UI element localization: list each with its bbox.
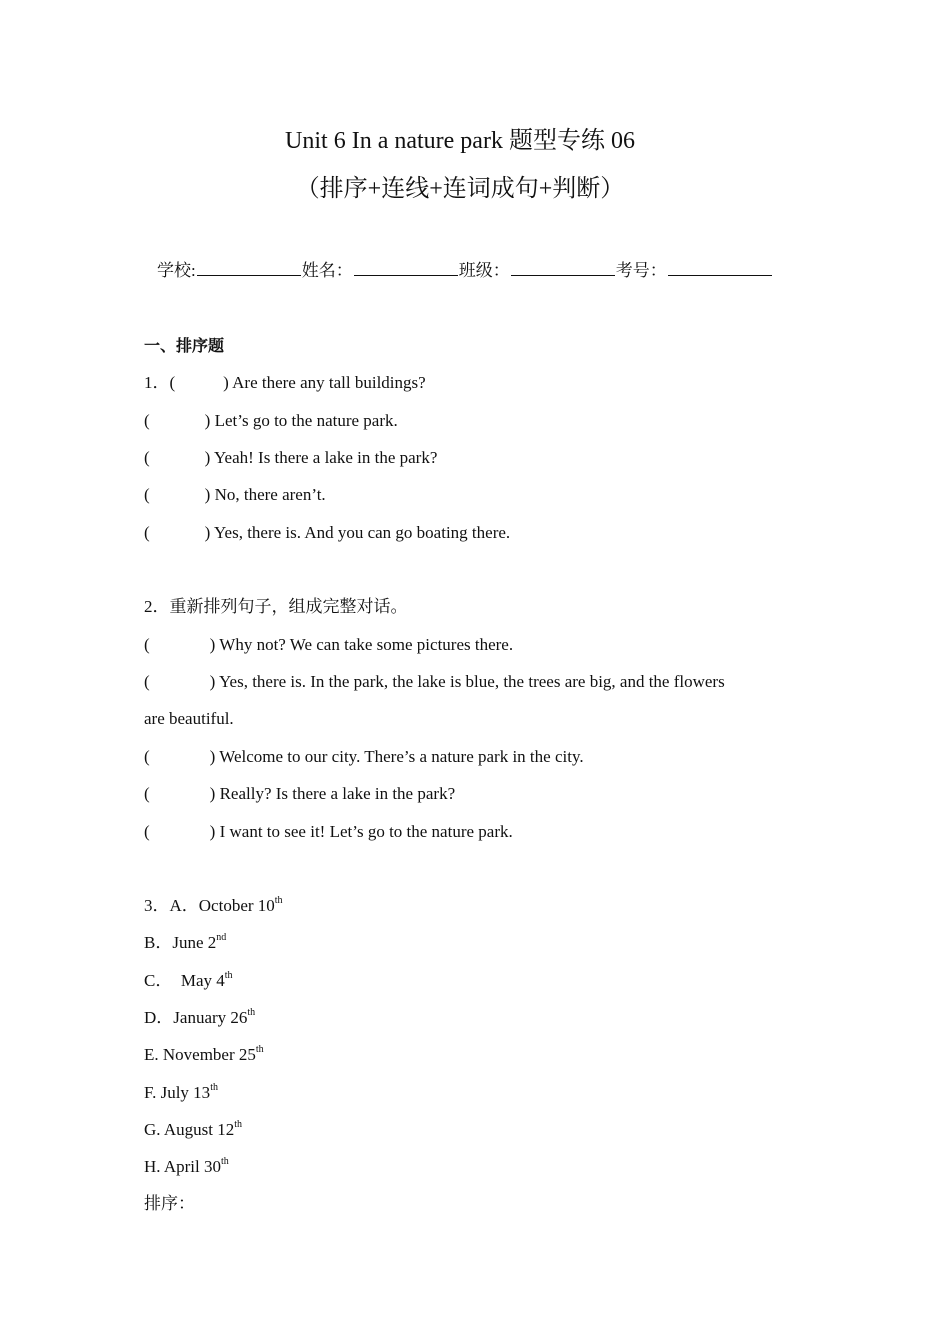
q3-item-h: [144, 1155, 229, 1179]
class-blank[interactable]: [511, 258, 615, 276]
q2-sentence: ) Really? Is there a lake in the park?: [209, 784, 456, 803]
date-item: F. July 13: [144, 1083, 211, 1102]
q3-item-f: [144, 1081, 218, 1105]
name-blank[interactable]: [354, 258, 458, 276]
name-label: 姓名：: [301, 261, 353, 280]
q1-line-5: ( ) Yes, there is. And you can go boating there.: [144, 523, 511, 542]
q1-sentence: ) Are there any tall buildings?: [223, 373, 426, 392]
q1-line-1: [144, 371, 426, 395]
q2-continuation: are beautiful.: [144, 709, 234, 728]
ordinal-suffix: th: [234, 1119, 242, 1130]
ordinal-suffix: th: [255, 1044, 264, 1055]
student-info-row: [157, 258, 773, 283]
q3-item-c: [144, 969, 233, 993]
q1-sentence: ) No, there aren’t.: [204, 485, 326, 504]
ordinal-suffix: th: [247, 1007, 256, 1018]
q1-number: 1．(: [144, 373, 176, 392]
q3-item-e: [144, 1043, 264, 1067]
date-item: B．June 2: [144, 933, 217, 952]
q2-sentence: ) Yes, there is. In the park, the lake is blue, the trees are big, and the flowers: [209, 672, 725, 691]
q2-line-3: ( ) Welcome to our city. There’s a nature park in the city.: [144, 747, 584, 766]
date-item: E. November 25: [144, 1045, 256, 1064]
date-item: H. April 30: [144, 1157, 221, 1176]
q2-line-1: ( ) Why not? We can take some pictures there.: [144, 635, 514, 654]
ordinal-suffix: nd: [216, 932, 227, 943]
date-item: A．October 10: [169, 896, 275, 915]
page-title: Unit 6 In a nature park 题型专练 06: [285, 128, 635, 154]
ordinal-suffix: th: [210, 1082, 218, 1093]
q2-sentence: ) Welcome to our city. There’s a nature park in the city.: [209, 747, 584, 766]
ordinal-suffix: th: [224, 970, 233, 981]
date-item: G. August 12: [144, 1120, 235, 1139]
q2-line-4: ( ) Really? Is there a lake in the park?: [144, 784, 456, 803]
q3-item-b: [144, 931, 226, 955]
exam-number-blank[interactable]: [668, 258, 772, 276]
date-item: C． May 4: [144, 971, 225, 990]
class-label: 班级：: [458, 261, 510, 280]
date-item: D．January 26: [144, 1008, 248, 1027]
ordinal-suffix: th: [220, 1156, 229, 1167]
q2-line-5: ( ) I want to see it! Let’s go to the nature park.: [144, 822, 513, 841]
q2-sentence: ) Why not? We can take some pictures there.: [209, 635, 514, 654]
q3-order-label: 排序：: [144, 1194, 195, 1213]
q1-sentence: ) Yes, there is. And you can go boating there.: [204, 523, 511, 542]
q3-number: 3．: [144, 896, 170, 915]
q1-sentence: ) Let’s go to the nature park.: [204, 411, 398, 430]
q3-item-d: [144, 1006, 255, 1030]
page-subtitle: （排序+连线+连词成句+判断）: [295, 176, 625, 202]
section-heading: 一、排序题: [144, 336, 225, 355]
q3-item-a: [144, 894, 283, 918]
q1-sentence: ) Yeah! Is there a lake in the park?: [204, 448, 438, 467]
q1-line-2: ( ) Let’s go to the nature park.: [144, 411, 398, 430]
q1-line-3: ( ) Yeah! Is there a lake in the park?: [144, 448, 438, 467]
ordinal-suffix: th: [274, 895, 283, 906]
school-label: 学校:: [157, 261, 196, 280]
school-blank[interactable]: [197, 258, 301, 276]
exam-number-label: 考号：: [615, 261, 667, 280]
q1-line-4: ( ) No, there aren’t.: [144, 485, 326, 504]
q2-sentence: ) I want to see it! Let’s go to the nature park.: [209, 822, 513, 841]
q3-item-g: [144, 1118, 242, 1142]
q2-prompt: 2．重新排列句子，组成完整对话。: [144, 597, 408, 616]
q2-line-2: ( ) Yes, there is. In the park, the lake is blue, the trees are big, and the flowers: [144, 672, 725, 691]
